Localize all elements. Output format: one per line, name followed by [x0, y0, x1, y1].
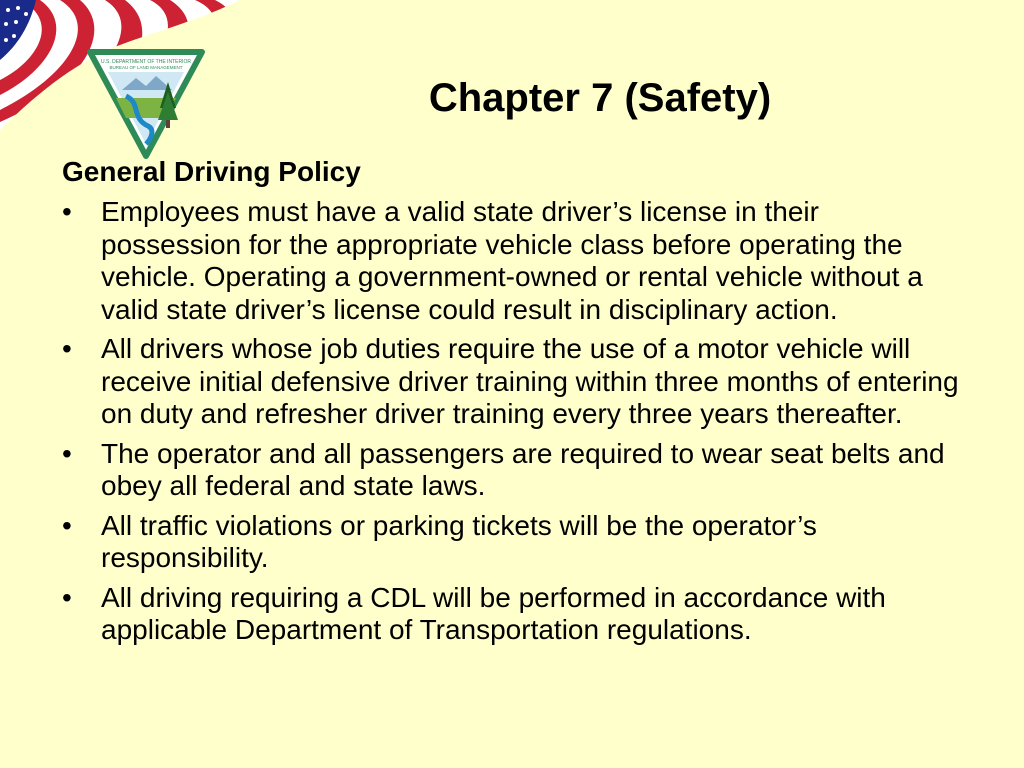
svg-text:BUREAU OF LAND MANAGEMENT: BUREAU OF LAND MANAGEMENT — [109, 65, 183, 70]
bullet-text: All driving requiring a CDL will be performed in accordance with applicable Department of Transportation regulations. — [101, 581, 886, 645]
bullet-glyph: • — [62, 196, 72, 227]
bullet-glyph: • — [62, 333, 72, 364]
slide-title: Chapter 7 (Safety) — [428, 76, 772, 120]
bullet-text: Employees must have a valid state driver’s license in their possession for the appropriate vehicle class before operating the vehicle. Operating a government-owned or rental vehicle without a valid state driver’s license could result in disciplinary action. — [101, 196, 923, 325]
bullet-glyph: • — [62, 581, 72, 613]
bullet-list — [62, 196, 962, 654]
bullet-item — [62, 438, 962, 503]
svg-text:U.S. DEPARTMENT OF THE INTERIO: U.S. DEPARTMENT OF THE INTERIOR — [101, 59, 191, 65]
bullet-text: All traffic violations or parking tickets will be the operator’s responsibility. — [101, 509, 817, 573]
bullet-item — [62, 510, 962, 575]
bullet-glyph: • — [62, 437, 72, 469]
bullet-glyph: • — [62, 509, 72, 541]
blm-emblem-icon — [86, 48, 206, 160]
section-heading: General Driving Policy — [62, 156, 361, 187]
bullet-text: All drivers whose job duties require the use of a motor vehicle will receive initial defensive driver training within three months of entering on duty and refresher driver training every three years thereafter. — [101, 333, 959, 429]
bullet-item — [62, 333, 962, 431]
bullet-item — [62, 196, 962, 326]
bullet-item — [62, 582, 962, 647]
bullet-text: The operator and all passengers are required to wear seat belts and obey all federal and state laws. — [101, 437, 945, 501]
